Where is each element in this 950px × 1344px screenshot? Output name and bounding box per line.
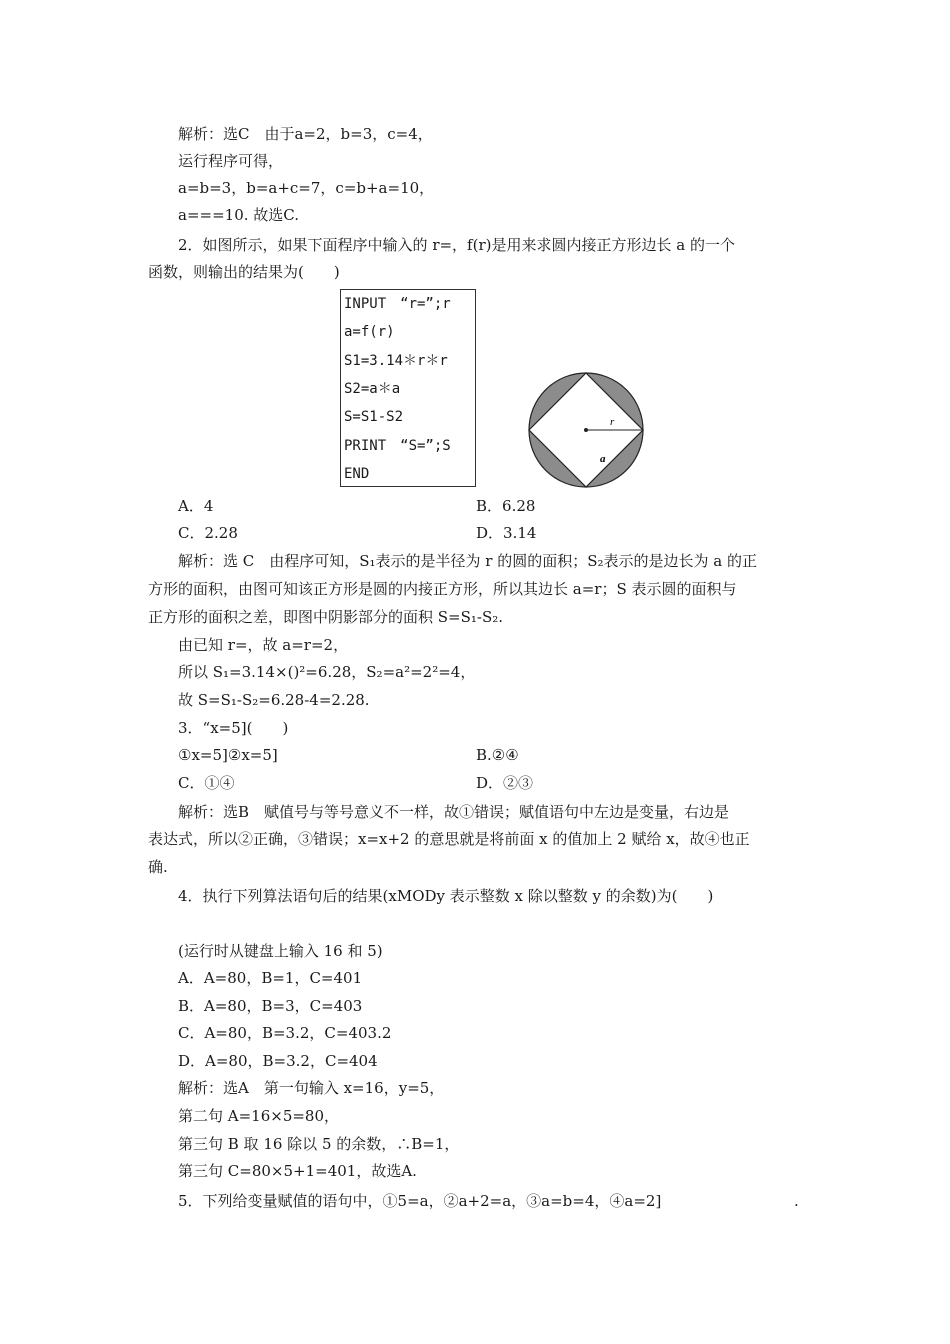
solution-line: 第三句 B 取 16 除以 5 的余数，∴B=1， [178, 1135, 460, 1153]
text-line: a=b=3，b=a+c=7，c=b+a=10， [178, 179, 435, 197]
text-line: a===10. 故选C. [178, 206, 299, 224]
solution-line: 第三句 C=80×5+1=401，故选A. [178, 1162, 417, 1180]
question-2-line: 函数，则输出的结果为( ) [148, 263, 340, 281]
code-line: PRINT “S=”;S [344, 438, 451, 454]
radius-label: r [610, 416, 615, 428]
program-code-box [340, 289, 476, 487]
option-c: C．A=80，B=3.2，C=403.2 [178, 1024, 392, 1042]
solution-line: 确. [148, 858, 168, 876]
option-c: C．①④ [178, 774, 235, 792]
option-a: ①x=5]②x=5] [178, 746, 278, 764]
option-d: D．A=80，B=3.2，C=404 [178, 1052, 378, 1070]
solution-line: 解析：选B 赋值号与等号意义不一样，故①错误；赋值语句中左边是变量，右边是 [178, 803, 730, 821]
option-a: A．4 [178, 497, 214, 515]
text-line: 解析：选C 由于a=2，b=3，c=4， [178, 125, 433, 143]
circle-square-figure [528, 372, 648, 492]
question-5-line: 5．下列给变量赋值的语句中，①5=a，②a+2=a，③a=b=4，④a=2] [178, 1192, 662, 1210]
side-label: a [600, 453, 606, 465]
solution-line: 由已知 r=，故 a=r=2， [178, 636, 349, 654]
code-line: S1=3.14＊r＊r [344, 353, 448, 369]
text-line: 运行程序可得， [178, 152, 284, 170]
code-line: S2=a＊a [344, 381, 401, 397]
question-5-end: . [794, 1192, 799, 1210]
solution-line: 解析：选A 第一句输入 x=16，y=5， [178, 1079, 445, 1097]
code-line: a=f(r) [344, 324, 395, 340]
option-d: D．3.14 [476, 524, 537, 542]
question-2-line: 2．如图所示，如果下面程序中输入的 r=，f(r)是用来求圆内接正方形边长 a 的一个 [178, 236, 735, 254]
code-line: INPUT “r=”;r [344, 296, 451, 312]
solution-line: 解析：选 C 由程序可知，S₁表示的是半径为 r 的圆的面积；S₂表示的是边长为 a 的正 [178, 552, 758, 570]
solution-line: 表达式，所以②正确，③错误；x=x+2 的意思就是将前面 x 的值加上 2 赋给 x，故④也正 [148, 830, 750, 848]
code-line: END [344, 466, 370, 482]
question-3-line: 3．“x=5]( ) [178, 719, 289, 737]
option-c: C．2.28 [178, 524, 238, 542]
option-d: D．②③ [476, 774, 534, 792]
option-b: B.②④ [476, 746, 519, 764]
question-4-line: 4．执行下列算法语句后的结果(xMODy 表示整数 x 除以整数 y 的余数)为( ) [178, 887, 714, 905]
question-4-line: (运行时从键盘上输入 16 和 5) [178, 942, 383, 960]
solution-line: 所以 S₁=3.14×()²=6.28，S₂=a²=2²=4， [178, 663, 476, 681]
option-b: B．6.28 [476, 497, 536, 515]
solution-line: 故 S=S₁-S₂=6.28-4=2.28. [178, 691, 370, 709]
solution-line: 第二句 A=16×5=80， [178, 1107, 340, 1125]
code-line: S=S1-S2 [344, 409, 404, 425]
option-a: A．A=80，B=1，C=401 [178, 969, 363, 987]
option-b: B．A=80，B=3，C=403 [178, 997, 363, 1015]
solution-line: 正方形的面积之差，即图中阴影部分的面积 S=S₁-S₂. [148, 608, 504, 626]
solution-line: 方形的面积，由图可知该正方形是圆的内接正方形，所以其边长 a=r；S 表示圆的面积与 [148, 580, 737, 598]
